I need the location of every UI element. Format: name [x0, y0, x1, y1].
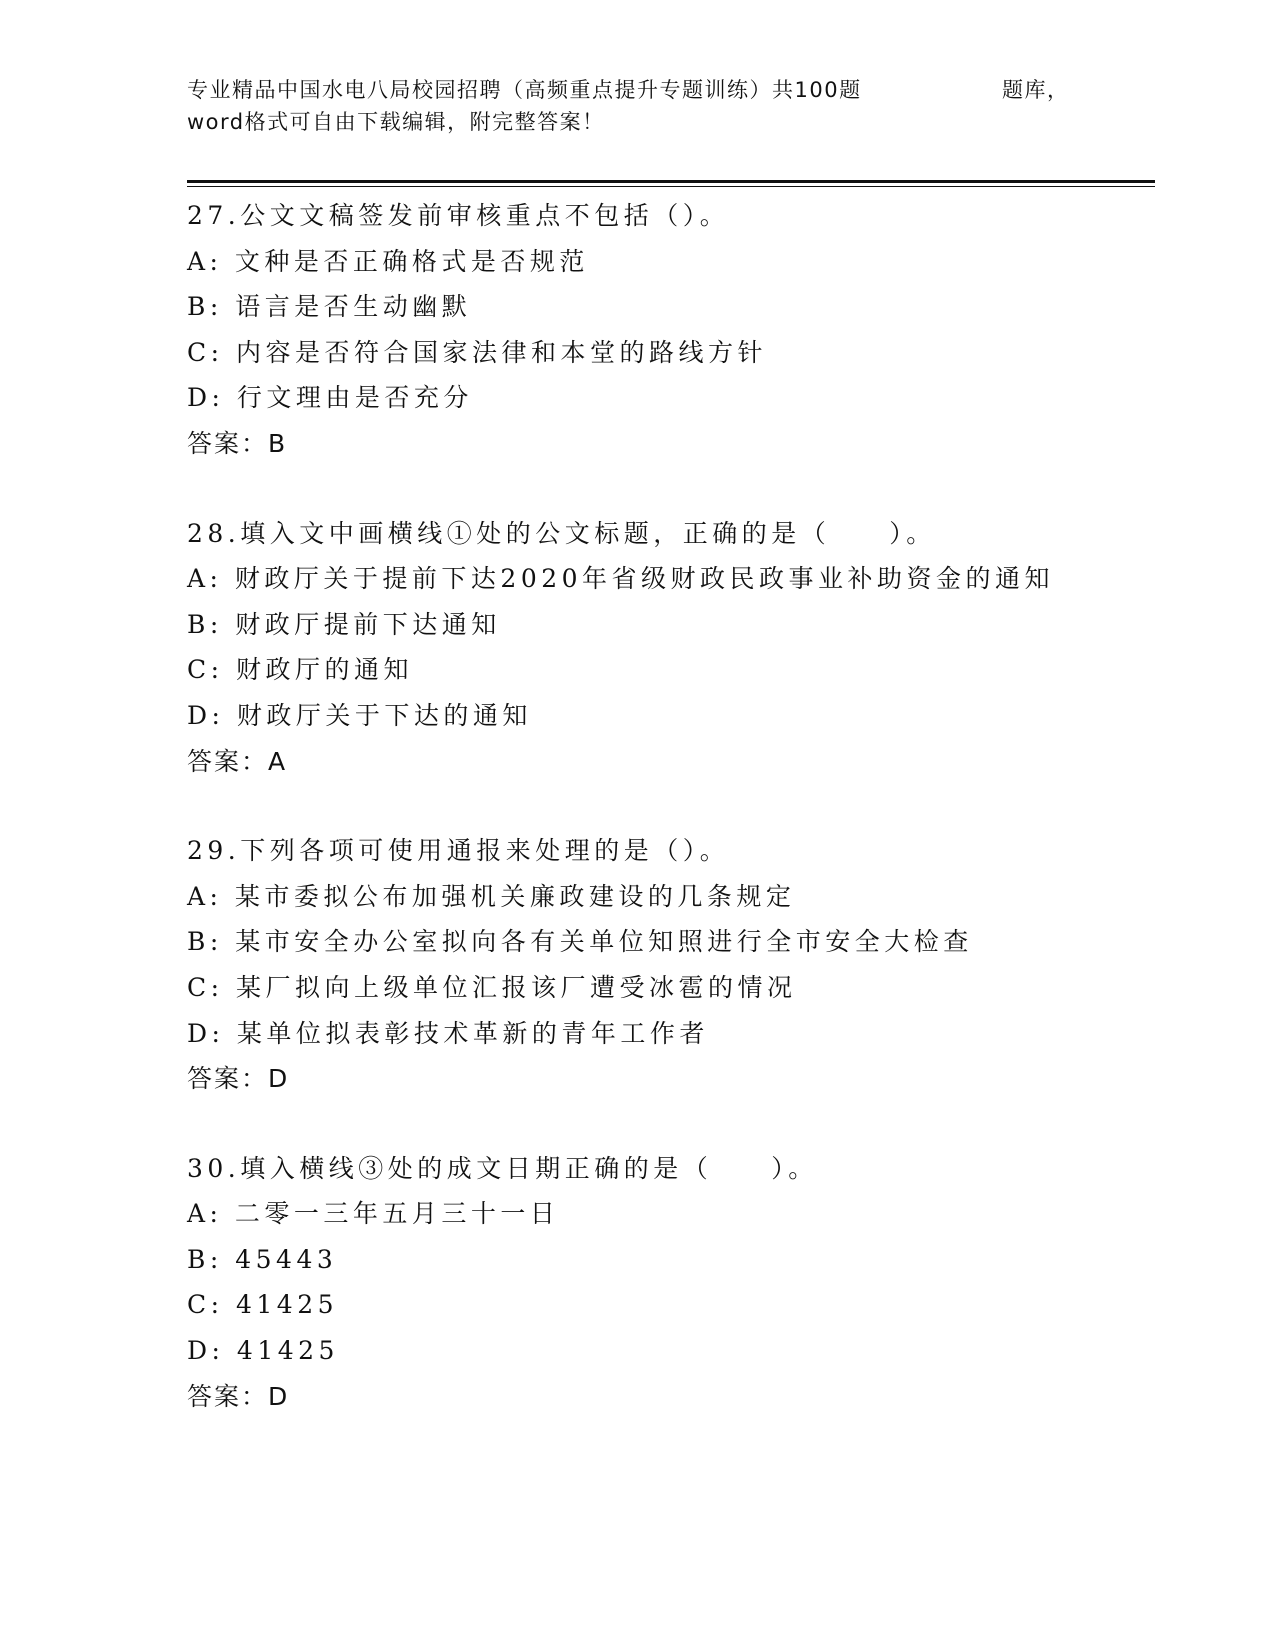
option-c: C: 某厂拟向上级单位汇报该厂遭受冰雹的情况 — [187, 972, 797, 1002]
option-c: C: 内容是否符合国家法律和本堂的路线方针 — [187, 337, 767, 367]
question-stem: 28.填入文中画横线①处的公文标题，正确的是（ ）。 — [187, 518, 936, 548]
header-divider-thin — [187, 186, 1155, 187]
question-29 — [187, 828, 1155, 1102]
answer: 答案：D — [187, 1381, 290, 1411]
question-30 — [187, 1146, 1155, 1420]
option-d: D: 某单位拟表彰技术革新的青年工作者 — [187, 1018, 709, 1048]
question-list — [187, 193, 1155, 1463]
option-b: B: 语言是否生动幽默 — [187, 292, 472, 322]
option-b: B: 某市安全办公室拟向各有关单位知照进行全市安全大检查 — [187, 927, 973, 957]
answer: 答案：A — [187, 746, 288, 776]
option-c: C: 41425 — [187, 1290, 339, 1320]
question-28 — [187, 511, 1155, 785]
option-a: A: 二零一三年五月三十一日 — [187, 1199, 560, 1229]
question-stem: 30.填入横线③处的成文日期正确的是（ ）。 — [187, 1153, 818, 1183]
question-27 — [187, 193, 1155, 467]
question-stem: 29.下列各项可使用通报来处理的是（）。 — [187, 836, 730, 866]
answer: 答案：B — [187, 428, 288, 458]
answer: 答案：D — [187, 1064, 290, 1094]
header-title: 专业精品中国水电八局校园招聘（高频重点提升专题训练）共100题 — [187, 78, 862, 102]
question-stem: 27.公文文稿签发前审核重点不包括（）。 — [187, 201, 730, 230]
header-title-tail: 题库， — [1002, 78, 1070, 102]
option-c: C: 财政厅的通知 — [187, 655, 413, 685]
option-b: B: 财政厅提前下达通知 — [187, 609, 501, 639]
document-header — [187, 74, 1087, 138]
option-d: D: 财政厅关于下达的通知 — [187, 700, 532, 730]
header-line-1 — [187, 74, 1087, 106]
header-line-2: word格式可自由下载编辑，附完整答案！ — [187, 110, 605, 134]
option-b: B: 45443 — [187, 1244, 338, 1274]
header-divider-thick — [187, 180, 1155, 183]
option-a: A: 财政厅关于提前下达2020年省级财政民政事业补助资金的通知 — [187, 564, 1055, 594]
option-d: D: 行文理由是否充分 — [187, 383, 473, 413]
option-a: A: 某市委拟公布加强机关廉政建设的几条规定 — [187, 881, 796, 911]
option-a: A: 文种是否正确格式是否规范 — [187, 246, 589, 276]
option-d: D: 41425 — [187, 1336, 339, 1366]
